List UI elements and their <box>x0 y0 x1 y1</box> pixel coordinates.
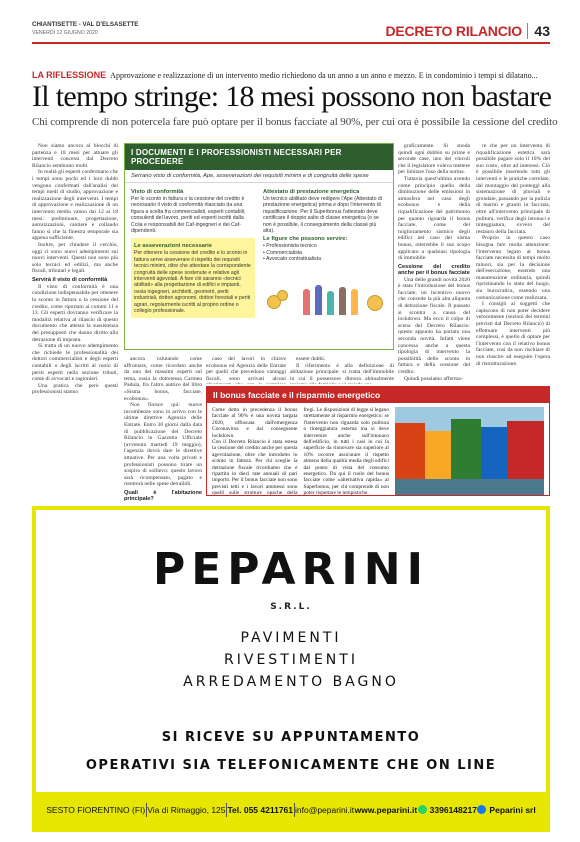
article-subtitle: Chi comprende di non potercela fare può optare per il bonus facciate al 90%, per cui ora è possibile la cessione del credito <box>32 116 558 128</box>
ad-service-1: PAVIMENTI <box>240 630 342 646</box>
infobox-left-column <box>131 187 255 318</box>
figures-list <box>263 243 387 262</box>
ape-title: Attestato di prestazione energetica <box>263 189 360 195</box>
list-item: • Avvocato contrattualista <box>263 256 387 262</box>
paragraph: Una delle grandi novità 2020 è stata l'introduzione del bonus facciate, un incentivo nuovo che concede la più alta aliquota di detrazione fiscale. Il passato si scontra a causa del lockdown. Ma ecco il colpo di scena del Decreto Rilancio: questo appunto ha portato una seconda novità. Infatti viene concessa anche a questa tipologia di intervento la possibilità dello sconto in fattura e della cessione del credito. <box>398 276 470 375</box>
paragraph: Come detto in precedenza il bonus facciate al 90% è una novità targata 2020, offuscata dall'emergenza Coronavirus e dal conseguente lockdown. <box>212 407 298 439</box>
list-item: • Commercialista <box>263 250 387 256</box>
subheading: Quali è l'abitazione principale? <box>124 489 202 502</box>
house-shape <box>507 421 544 479</box>
paragraph: Quindi possiamo afferma- <box>404 375 463 382</box>
paragraph: re che per un intervento di riqualificazione estetica sarà possibile pagare solo il 10% del suo costo, oltre ad interessi. Ciò è possibile inserendo tutti gli interventi e le pratiche correlate, dal montaggio del ponteggi alla sistemazione di pluviali e grondaie, passando per la pulizia di marmi e graniti in facciata, oltre all'intervento principale di pulitura, verifica degli intonaci e tinteggiatura, ovvero del restauro della facciata. <box>476 143 550 235</box>
paragraph: Una pratica che però questi professionisti stanno <box>32 382 118 396</box>
list-item: • Professionista tecnico <box>263 243 387 249</box>
person-icon <box>315 285 322 315</box>
ape-text: Un tecnico abilitato deve redigere l'Ape (Attestato di prestazione energetica) prima e dopo l'intervento di riqualificazione. Per il Superbonus l'attestato deve certificare il doppio salto di classe energetica (o se non è possibile, il conseguimento della classe più alta). <box>263 196 382 235</box>
ad-facebook: Peparini srl <box>477 805 535 815</box>
asseverazioni-box <box>131 238 255 317</box>
person-icon <box>327 291 334 315</box>
documents-infobox <box>124 143 394 350</box>
ad-street: Via di Rimaggio, 125 <box>147 805 226 815</box>
paragraph: fregi. Le disposizioni di legge si legano strettamente al risparmio energetico: se l'intervento non riguarda solo pulitura o tinteggiatura esterna ma si deve intervenire anche sull'intonaco dell'edificio, in tutti i casi in cui la superficie da rinnovare sia superiore al 10% occorre assicurare il rispetto almeno della qualità media degli edifici dal punto di vista del consumo energetico. Da qui il ruolo del bonus facciate come «alternativa rapida» al Superbonus, per chi comprende di non poter rispettare le tempistiche. <box>303 407 389 496</box>
house-shape <box>425 431 451 479</box>
bonus-facciate-box <box>206 386 550 496</box>
paragraph: Proprio in questo caso bisogna fare molta attenzione: l'intervento legato al bonus facciate necessita di tempi molto minori, sia per la decisione dell'esecuzione, essendo una manutenzione ordinaria, quindi ripristinando lo stato del luogo, sia burocratica, essendo una comunicazione come realizzata. <box>476 235 550 301</box>
visto-text: Per lo sconto in fattura o la cessione del credito è necessario il visto di conformità rilasciato da una figura a scelta fra commercialisti, esperti contabili, consulenti del lavoro, periti ed esperti iscritti dalla Cciia e responsabili dei Caf-ingegneri e dei Caf-dipendenti. <box>131 196 246 235</box>
paragraph: Non finisce qui: nuove incombenze sono in arrivo con le ultime direttive Agenzia delle Entrate. Entro 30 giorni dalla data di pubblicazione del Decreto Rilancio in Gazzetta Ufficiale (avvenuta martedì 19 maggio), l'agenzia dovrà dare le direttive attuative. Per una volta privati e professionisti possono tirare un sospiro di sollievo: questo lavoro sarà ricompensato, pagato e rientrerà nelle spese detraibili. <box>124 402 202 488</box>
professionals-illustration <box>263 267 387 315</box>
figures-title: Le figure che possono servire: <box>263 236 348 243</box>
paragraph: Inoltre, per chiudere il cerchio, oggi ci sono nuovi adempimenti sui nuovi interventi. Questi non sono più solo tecnici ed edilizi, ma anche fiscali, tributari e legali. <box>32 241 118 275</box>
paragraph: graficamente. Si snoda quindi ogni dubbio su prime e seconde case, uno dei vincoli che il legislatore voleva mettere per limitare l'uso della norma. <box>398 143 470 176</box>
bonusbox-title: Il bonus facciate e il risparmio energetico <box>207 387 549 403</box>
article-column-2 <box>124 356 202 502</box>
paragraph: Il visto di conformità è una condizione indispensabile per ottenere lo sconto in fattura o la cessione del credito, come riportato ai commi 11 e 13. Gli esperti dovranno verificare la modalità relativa al rilascio di questo documento che attesta la sussistenza dei presupposti che danno diritto alla detrazione di imposta. <box>32 283 118 343</box>
article-kicker <box>32 70 550 80</box>
whatsapp-icon <box>418 805 427 814</box>
infobox-subtitle: Serrano visto di conformità, Ape, asseverazioni dei requisiti minimi e di congruità delle spese <box>125 170 393 183</box>
ad-service-3: ARREDAMENTO BAGNO <box>183 674 399 690</box>
ad-whatsapp: 3396148217 <box>418 805 477 815</box>
house-shape <box>395 423 425 479</box>
paragraph: essere dubbi. <box>296 356 326 362</box>
asseverazioni-text: Per ottenere la cessione del credito e lo sconto in fattura serve asseverare il rispetto dei requisiti tecnici minimi, oltre che attestare la corrispondente congruità delle spese sostenute e relative agli interventi agevolati. A fare ciò saranno «tecnici abilitati» alla progettazione di edifici e impianti, ossia ingegneri, architetti, geometri, periti industriali, dottori agronomi, dottori forestali e periti agrari, regolarmente iscritti al proprio ordine o collegio professionale. <box>134 250 251 315</box>
infobox-title: I DOCUMENTI E I PROFESSIONISTI NECESSARI PER PROCEDERE <box>125 144 393 170</box>
kicker-text: Approvazione e realizzazione di un intervento medio richiedono da un anno a un anno e mezzo. E in condominio i tempi si dilatano... <box>110 71 538 80</box>
article-column-6 <box>476 143 550 383</box>
publication-name: CHIANTISETTE - VAL D'ELSASETTE <box>32 21 139 28</box>
paragraph: ancora valutando come affrontare, come ricordato anche da uno dei massimi esperti sul tema, ossia la dottoressa Carmen Padula, fra l'altro autrice del libro «Sisma bonus, facciate, ecobonus». <box>124 356 202 402</box>
paragraph: caso dei lavori in chiave ecobonus ed Agenzia delle Entrate per quelli che prevedono vantaggi fiscali, sono arrivati alcuni <box>206 356 286 382</box>
article-column-4 <box>290 356 394 384</box>
visto-title: Visto di conformità <box>131 189 184 195</box>
brand-legal-form: S.R.L. <box>270 602 312 612</box>
peparini-advertisement <box>32 506 550 832</box>
person-icon <box>303 289 310 315</box>
facebook-icon <box>477 805 486 814</box>
paragraph: Con il Decreto Rilancio è stata estesa la cessione del credito anche per questa agevolazione, oltre che introdotto lo sconto in fattura. Per chi sceglie la detrazione fiscale ricordiamo che è ripartita in dieci rate annuali di pari importo. Per il bonus facciate non sono previsti tetti e i lavori ammessi sono quelli sulle strutture opache della <box>212 439 298 496</box>
house-shape <box>451 419 481 479</box>
page-header <box>32 20 550 44</box>
paragraph: Si tratta di un nuovo adempimento che richiede le professionalità dei dottori commercialisti e degli esperti contabili o degli iscritti al ruolo di periti esperti nella sezione tributi, come di avvocati e ragionieri. <box>32 343 118 383</box>
person-icon <box>339 287 346 315</box>
bonusbox-column-2 <box>303 407 388 496</box>
article-column-3 <box>206 356 286 384</box>
paragraph: Il riferimento è alla definizione di abitazione principale: si tratta dell'immobile in cui il possessore dimora abitualmente <box>290 362 394 382</box>
ad-email[interactable]: info@peparini.it <box>294 805 355 815</box>
ad-footer <box>36 792 546 828</box>
paragraph: In realtà gli esperti confermano che i tempi sono pochi ed i loro dubbi vengono confermati dall'analisi dei tempi medi di studio, approvazione e realizzazione degli interventi. I tempi di approvazione e realizzazione di un intervento medio vanno dai 12 ai 18 mesi: preliminare, progettazione, autorizzazioni, cantiere e collaudo fanno sì che la finestra temporale sia appena sufficiente. <box>32 169 118 242</box>
ad-service-2: RIVESTIMENTI <box>224 652 358 668</box>
colorful-houses-photo <box>395 407 544 496</box>
article-column-5 <box>398 143 470 383</box>
bonusbox-column-1 <box>212 407 297 496</box>
asseverazioni-title: Le asseverazioni necessarie <box>134 243 212 250</box>
paragraph: Tuttavia quest'ultima avendo come principio quello della diminuzione delle emissioni in atmosfera nel caso degli ecobonus e della riqualificazione del patrimonio per quanto riguarda il bonus facciate, come del miglioramento sismico degli edifici nel caso del sisma bonus, otterrebbe il suo scopo applicato a qualsiasi tipologia di immobile. <box>398 175 470 262</box>
paragraph: I consigli ai soggetti che capiscono di non poter decidere velocemente (sezioni dei termini previsti dal Decreto Rilancio) di effettuare interventi più complessi, è quello di optare per l'intervento con il relativo bonus facciate, così da non rischiare di non riuscire ad eseguire l'opera di ristrutturazione. <box>476 301 550 367</box>
publication-date: VENERDÌ 12 GIUGNO 2020 <box>32 30 98 36</box>
section-title: DECRETO RILANCIO <box>385 23 522 39</box>
subheading: Servirà il visto di conformità <box>32 276 108 283</box>
ad-telephone: Tel. 055 4211761 <box>227 805 294 815</box>
ad-operativi: OPERATIVI SIA TELEFONICAMENTE CHE ON LINE <box>85 758 497 773</box>
page-number: 43 <box>527 23 550 39</box>
ad-city: SESTO FIORENTINO (FI) <box>46 805 146 815</box>
paragraph: Non siamo ancora al blocchi di partenza e 18 mesi per attuare gli interventi concessi dal Decreto Rilancio sembrano molti. <box>32 143 118 169</box>
publication-info <box>32 21 138 37</box>
canal-water <box>395 479 544 496</box>
article-column-1 <box>32 143 118 501</box>
ad-appointment: SI RICEVE SU APPUNTAMENTO <box>161 730 421 745</box>
coin-icon <box>277 290 288 301</box>
person-icon <box>351 289 358 315</box>
kicker-label: LA RIFLESSIONE <box>32 70 107 80</box>
brand-logo: PEPARINI <box>152 544 429 595</box>
house-shape <box>481 427 507 479</box>
subheading: Cessione del credito anche per il bonus facciate <box>398 263 470 276</box>
article-title: Il tempo stringe: 18 mesi possono non bastare <box>32 80 552 113</box>
infobox-right-column <box>263 187 387 318</box>
coin-icon <box>367 295 383 311</box>
ad-website[interactable]: www.peparini.it <box>354 805 418 815</box>
